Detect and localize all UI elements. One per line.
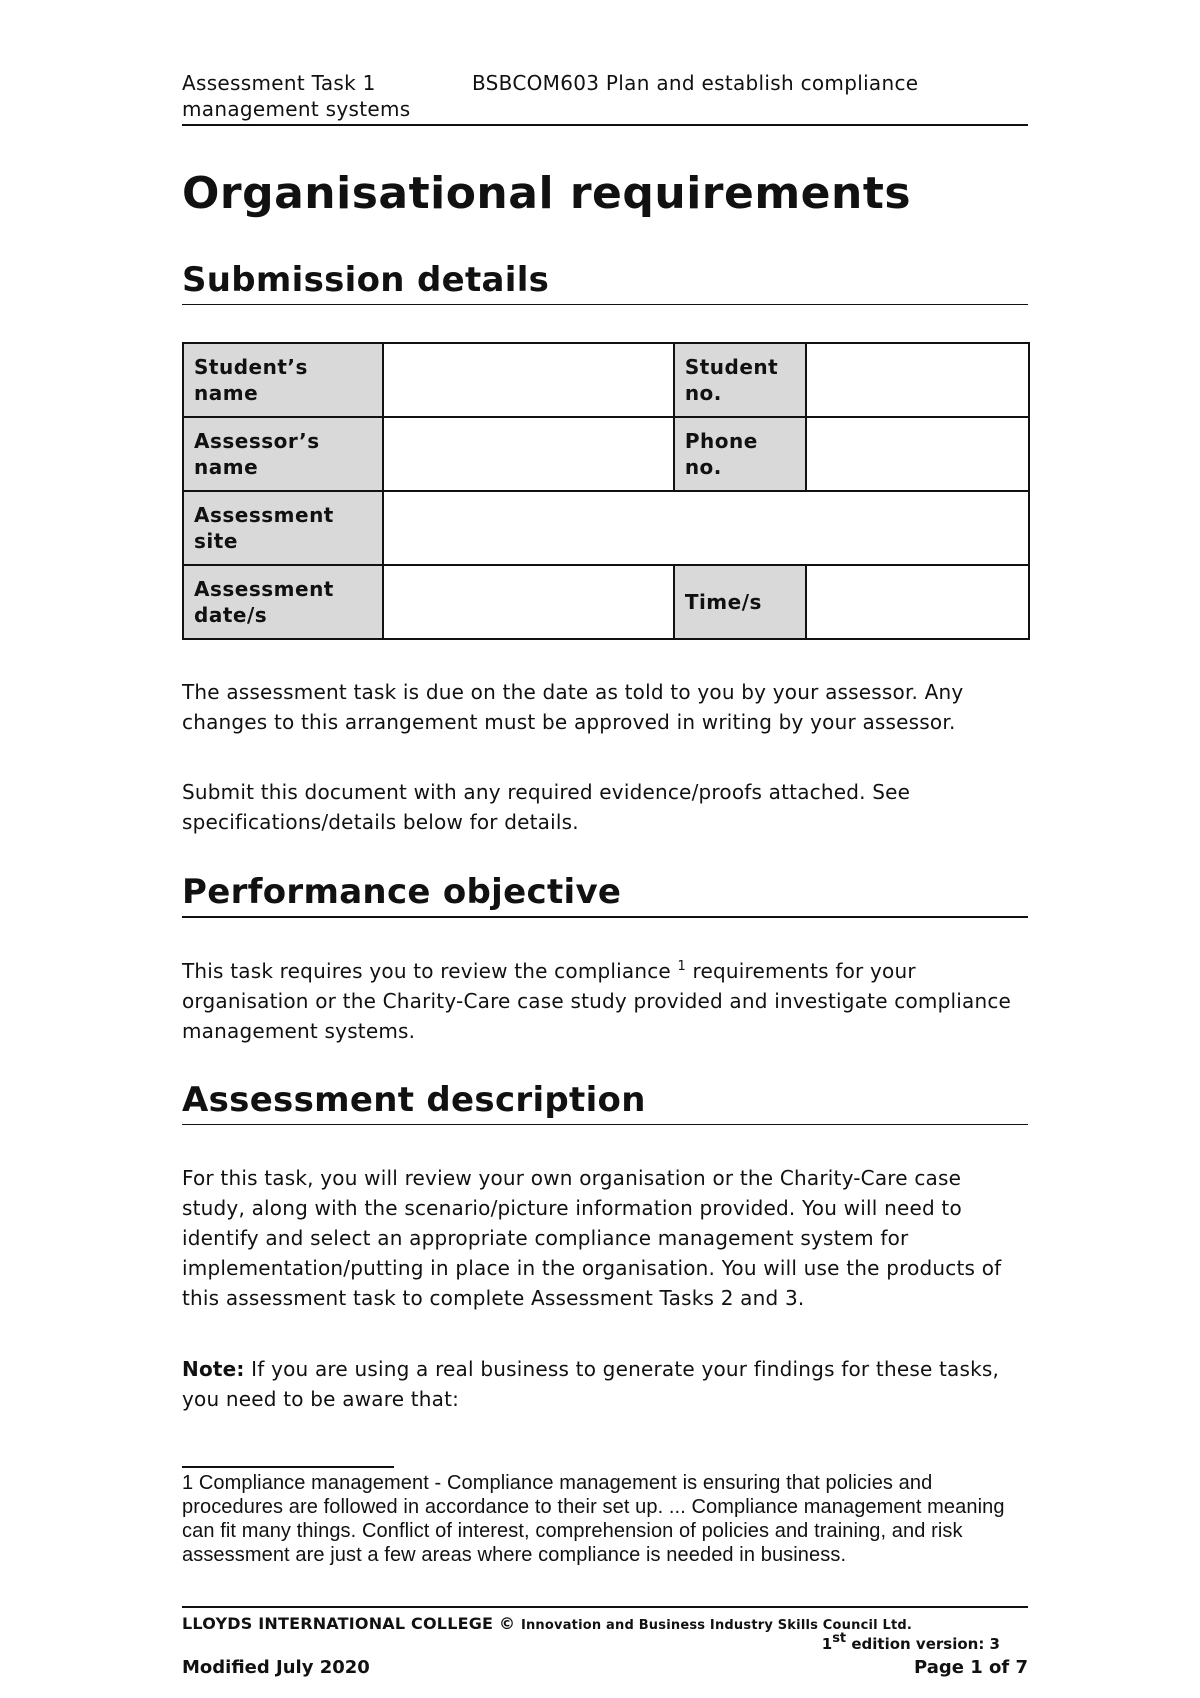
times-field[interactable] [806, 565, 1029, 639]
assessment-dates-label: Assessment date/s [183, 565, 383, 639]
submission-heading: Submission details [182, 258, 1028, 305]
edition-suffix: st [832, 1631, 847, 1646]
assessment-site-label: Assessment site [183, 491, 383, 565]
times-label: Time/s [674, 565, 806, 639]
footer-college: LLOYDS INTERNATIONAL COLLEGE © [182, 1614, 521, 1633]
edition-text: edition version: 3 [846, 1635, 1000, 1653]
footnote-divider [182, 1466, 394, 1468]
performance-text-start: This task requires you to review the compliance [182, 959, 678, 983]
phone-no-label: Phone no. [674, 417, 806, 491]
footer-council: Innovation and Business Industry Skills Council Ltd. [520, 1618, 913, 1633]
footer-bottom-line [182, 1657, 1028, 1678]
performance-paragraph [182, 956, 1028, 1046]
submission-table [182, 342, 1030, 640]
phone-no-field[interactable] [806, 417, 1029, 491]
footnote-reference[interactable]: 1 [677, 959, 686, 974]
edition-number: 1 [821, 1635, 833, 1653]
student-no-field[interactable] [806, 343, 1029, 417]
header-unit: BSBCOM603 Plan and establish compliance management systems [182, 71, 919, 121]
assessor-name-label: Assessor’s name [183, 417, 383, 491]
note-paragraph [182, 1354, 1028, 1414]
footer-copyright [182, 1614, 1028, 1633]
note-label: Note: [182, 1357, 245, 1381]
footnote-text: Compliance management - Compliance management is ensuring that policies and procedures are followed in accordance to their set up. ... Compliance management meaning can fit many things. Conflict of interest, comprehension of policies and training, and risk assessment are just a few areas where compliance is needed in business. [182, 1472, 1005, 1566]
table-row [183, 417, 1029, 491]
note-text: If you are using a real business to generate your findings for these tasks, you need to be aware that: [182, 1357, 1000, 1411]
table-row [183, 565, 1029, 639]
table-row [183, 343, 1029, 417]
submit-paragraph: Submit this document with any required evidence/proofs attached. See specifications/details below for details. [182, 780, 911, 834]
student-name-label: Student’s name [183, 343, 383, 417]
description-heading: Assessment description [182, 1078, 1028, 1125]
assessor-name-field[interactable] [383, 417, 674, 491]
footnote-number: 1 [182, 1472, 194, 1494]
table-row [183, 491, 1029, 565]
student-name-field[interactable] [383, 343, 674, 417]
performance-text-end: requirements for your organisation or the Charity-Care case study provided and investigate compliance management systems. [182, 959, 1012, 1043]
student-no-label: Student no. [674, 343, 806, 417]
page-title: Organisational requirements [182, 168, 912, 219]
footer-page-number: Page 1 of 7 [914, 1657, 1028, 1678]
assessment-site-field[interactable] [383, 491, 1029, 565]
page-footer [182, 1606, 1028, 1678]
footer-modified: Modified July 2020 [182, 1657, 370, 1678]
description-paragraph: For this task, you will review your own organisation or the Charity-Care case study, along with the scenario/picture information provided. You will need to identify and select an appropriate compliance management system for implementation/putting in place in the organisation. You will use the products of this assessment task to complete Assessment Tasks 2 and 3. [182, 1166, 1002, 1310]
footnote [182, 1471, 1028, 1567]
header-task: Assessment Task 1 [182, 71, 376, 95]
assessment-dates-field[interactable] [383, 565, 674, 639]
page-header [182, 70, 1028, 126]
performance-heading: Performance objective [182, 870, 1028, 918]
footer-edition [182, 1631, 1028, 1653]
due-date-paragraph: The assessment task is due on the date as told to you by your assessor. Any changes to this arrangement must be approved in writing by your assessor. [182, 680, 964, 734]
